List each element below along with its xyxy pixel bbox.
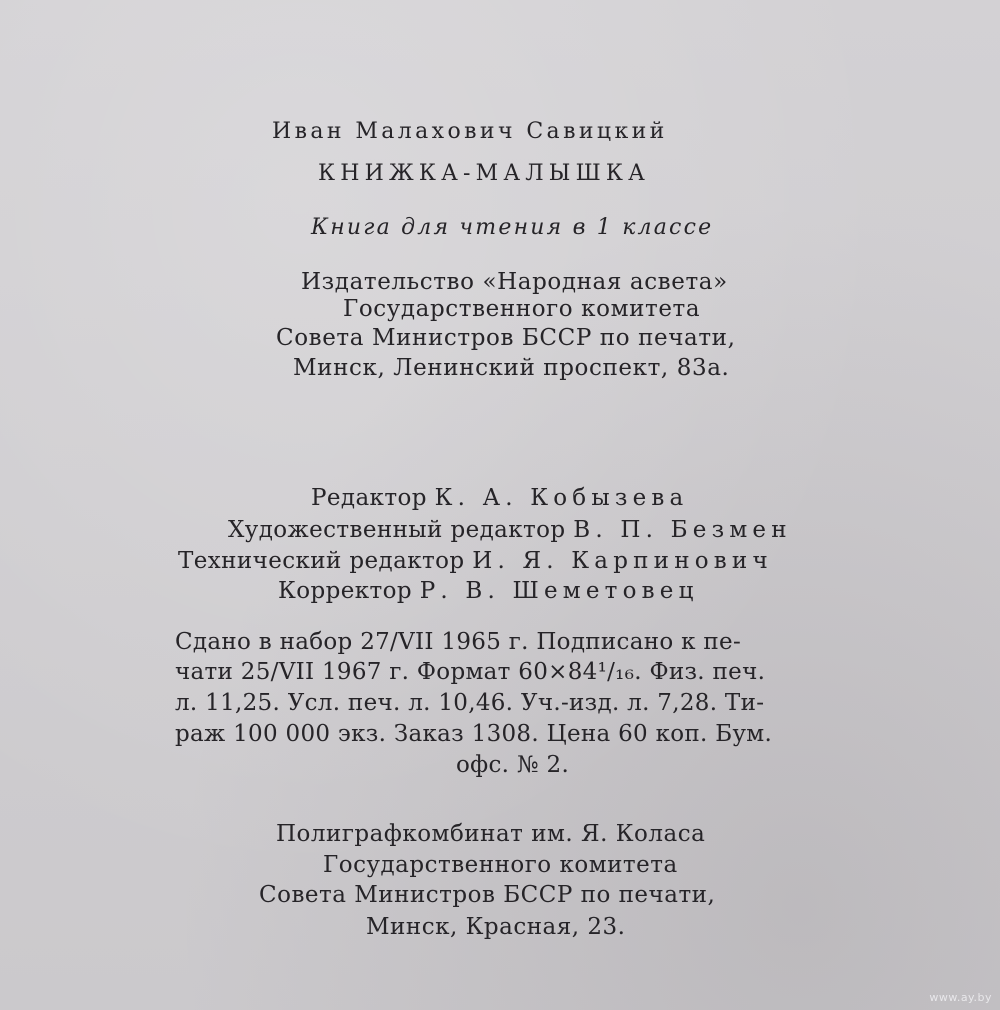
staff-role: Редактор <box>311 485 427 511</box>
printer-line: Совета Министров БССР по печати, <box>259 882 716 908</box>
book-title: КНИЖКА-МАЛЫШКА <box>318 161 651 186</box>
staff-credit-art-editor <box>228 519 792 542</box>
author-name: Иван Малахович Савицкий <box>272 119 668 144</box>
publisher-line: Государственного комитета <box>343 296 701 322</box>
staff-credit-editor <box>311 487 688 510</box>
imprint-line: офс. № 2. <box>456 752 570 778</box>
staff-person: К. А. Кобызева <box>434 485 689 511</box>
imprint-line: л. 11,25. Усл. печ. л. 10,46. Уч.-изд. л. 7,28. Ти- <box>175 690 765 716</box>
printer-line: Минск, Красная, 23. <box>366 914 626 940</box>
imprint-line: раж 100 000 экз. Заказ 1308. Цена 60 коп. Бум. <box>175 721 773 747</box>
imprint-line: чати 25/VII 1967 г. Формат 60×84¹/₁₆. Физ. печ. <box>175 659 766 685</box>
printer-line: Государственного комитета <box>323 852 678 878</box>
staff-person: Р. В. Шеметовец <box>419 578 699 604</box>
printer-line: Полиграфкомбинат им. Я. Коласа <box>276 821 706 847</box>
staff-credit-proofreader <box>278 580 699 603</box>
publisher-line: Минск, Ленинский проспект, 83а. <box>293 355 730 381</box>
staff-role: Художественный редактор <box>228 517 566 543</box>
staff-credit-tech-editor <box>178 550 773 573</box>
staff-role: Корректор <box>278 578 412 604</box>
staff-person: И. Я. Карпинович <box>472 548 773 574</box>
book-subtitle: Книга для чтения в 1 классе <box>311 215 714 240</box>
staff-person: В. П. Безмен <box>573 517 792 543</box>
publisher-line: Издательство «Народная асвета» <box>301 269 728 295</box>
imprint-line: Сдано в набор 27/VII 1965 г. Подписано к пе- <box>175 629 742 655</box>
site-watermark: www.ay.by <box>929 991 992 1004</box>
staff-role: Технический редактор <box>178 548 465 574</box>
publisher-line: Совета Министров БССР по печати, <box>276 325 736 351</box>
